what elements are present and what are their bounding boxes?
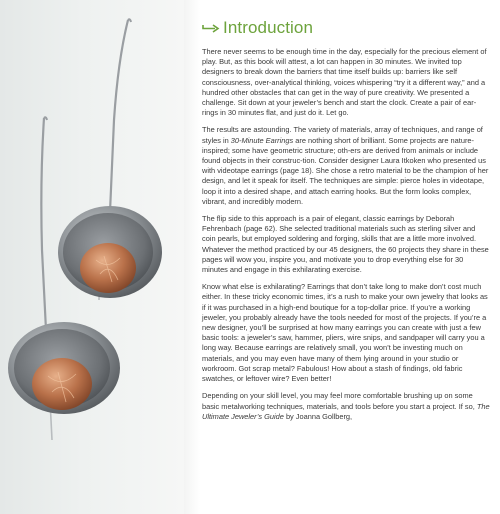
paragraph-2: The results are astounding. The variety of materials, array of techniques, and range of styles in 30-Minute Earrings are nothing short of brilliant. Some projects are nature-inspired; some have geometric structure; oth-ers are derived from animals or include found objects in their construc-tion. Consider designer Laura Itkoken who presented us with videotape earrings (page 18). She chose a retro material to be the champion of her design, and let it speak for itself. The techniques are simple: pierce holes in videotape, loop it into a desired shape, and attach earring hooks. But the form looks complex, vibrant, and incredibly modern. <box>202 125 489 206</box>
paragraph-3: The flip side to this approach is a pair of elegant, classic earrings by Deborah Fehrenbach (page 62). She selected traditional materials such as sterling silver and coin pearls, but employed soldering and forging, skills that are a little more involved. Whatever the method practiced by our 45 designers, the 60 projects they share in these pages will wow you, inspire you, and motivate you to drop everything else for 30 minutes and engage in this exhilarating exercise. <box>202 214 489 275</box>
book-title-italic: 30-Minute Earrings <box>230 135 294 145</box>
copper-disc-lower <box>32 358 92 410</box>
arrow-right-icon <box>202 22 221 34</box>
column-divider <box>184 0 200 514</box>
introduction-section <box>202 18 490 429</box>
paragraph-1: There never seems to be enough time in the day, especially for the precious element of play. But, as this book will attest, a lot can happen in 30 minutes. We invited top designers to break down the barriers that time itself builds up: barriers like self consciousness, over-analytical thinking, voices whispering “try it a different way,” and a hundred other obstacles that can get in the way of pure creativity. We presented a challenge. Sit down at your jeweler’s bench and start the clock. Create a pair of ear-rings in 30 minutes flat, and just do it. Let go. <box>202 47 487 118</box>
paragraph-5: Depending on your skill level, you may feel more comfortable brushing up on some basic metalworking techniques, materials, and tools before you start a project. If so, The Ultimate Jeweler’s Guide by Joanna Gollberg, <box>202 391 490 421</box>
guide-title-italic: The Ultimate Jeweler’s Guide <box>202 401 490 421</box>
paragraph-4: Know what else is exhilarating? Earrings that don’t take long to make don’t cost much either. In these tricky economic times, it’s a rush to make your own jewelry that looks as if it was purchased in a high-end boutique for a top-dollar price. If you’re a working jeweler, you probably already have the tools needed for most of the projects. If you’re a new designer, you’ll be surprised at how many earrings you can create with just a few basic tools: a jeweler’s saw, hammer, pliers, wire snips, and sandpaper will carry you a long way. Because earrings are relatively small, you won’t be investing much on materials, and you may even have many of them lying around in your studio or workroom. Got scrap metal? Fabulous! How about a stash of findings, old fabric swatches, or leftover wire? Even better! <box>202 282 488 384</box>
ear-wire-lower <box>41 118 46 330</box>
ear-wire-upper <box>110 20 128 212</box>
section-heading <box>202 18 490 38</box>
earrings-photo <box>0 0 184 514</box>
earrings-illustration <box>0 0 184 514</box>
page-title: Introduction <box>223 18 314 37</box>
